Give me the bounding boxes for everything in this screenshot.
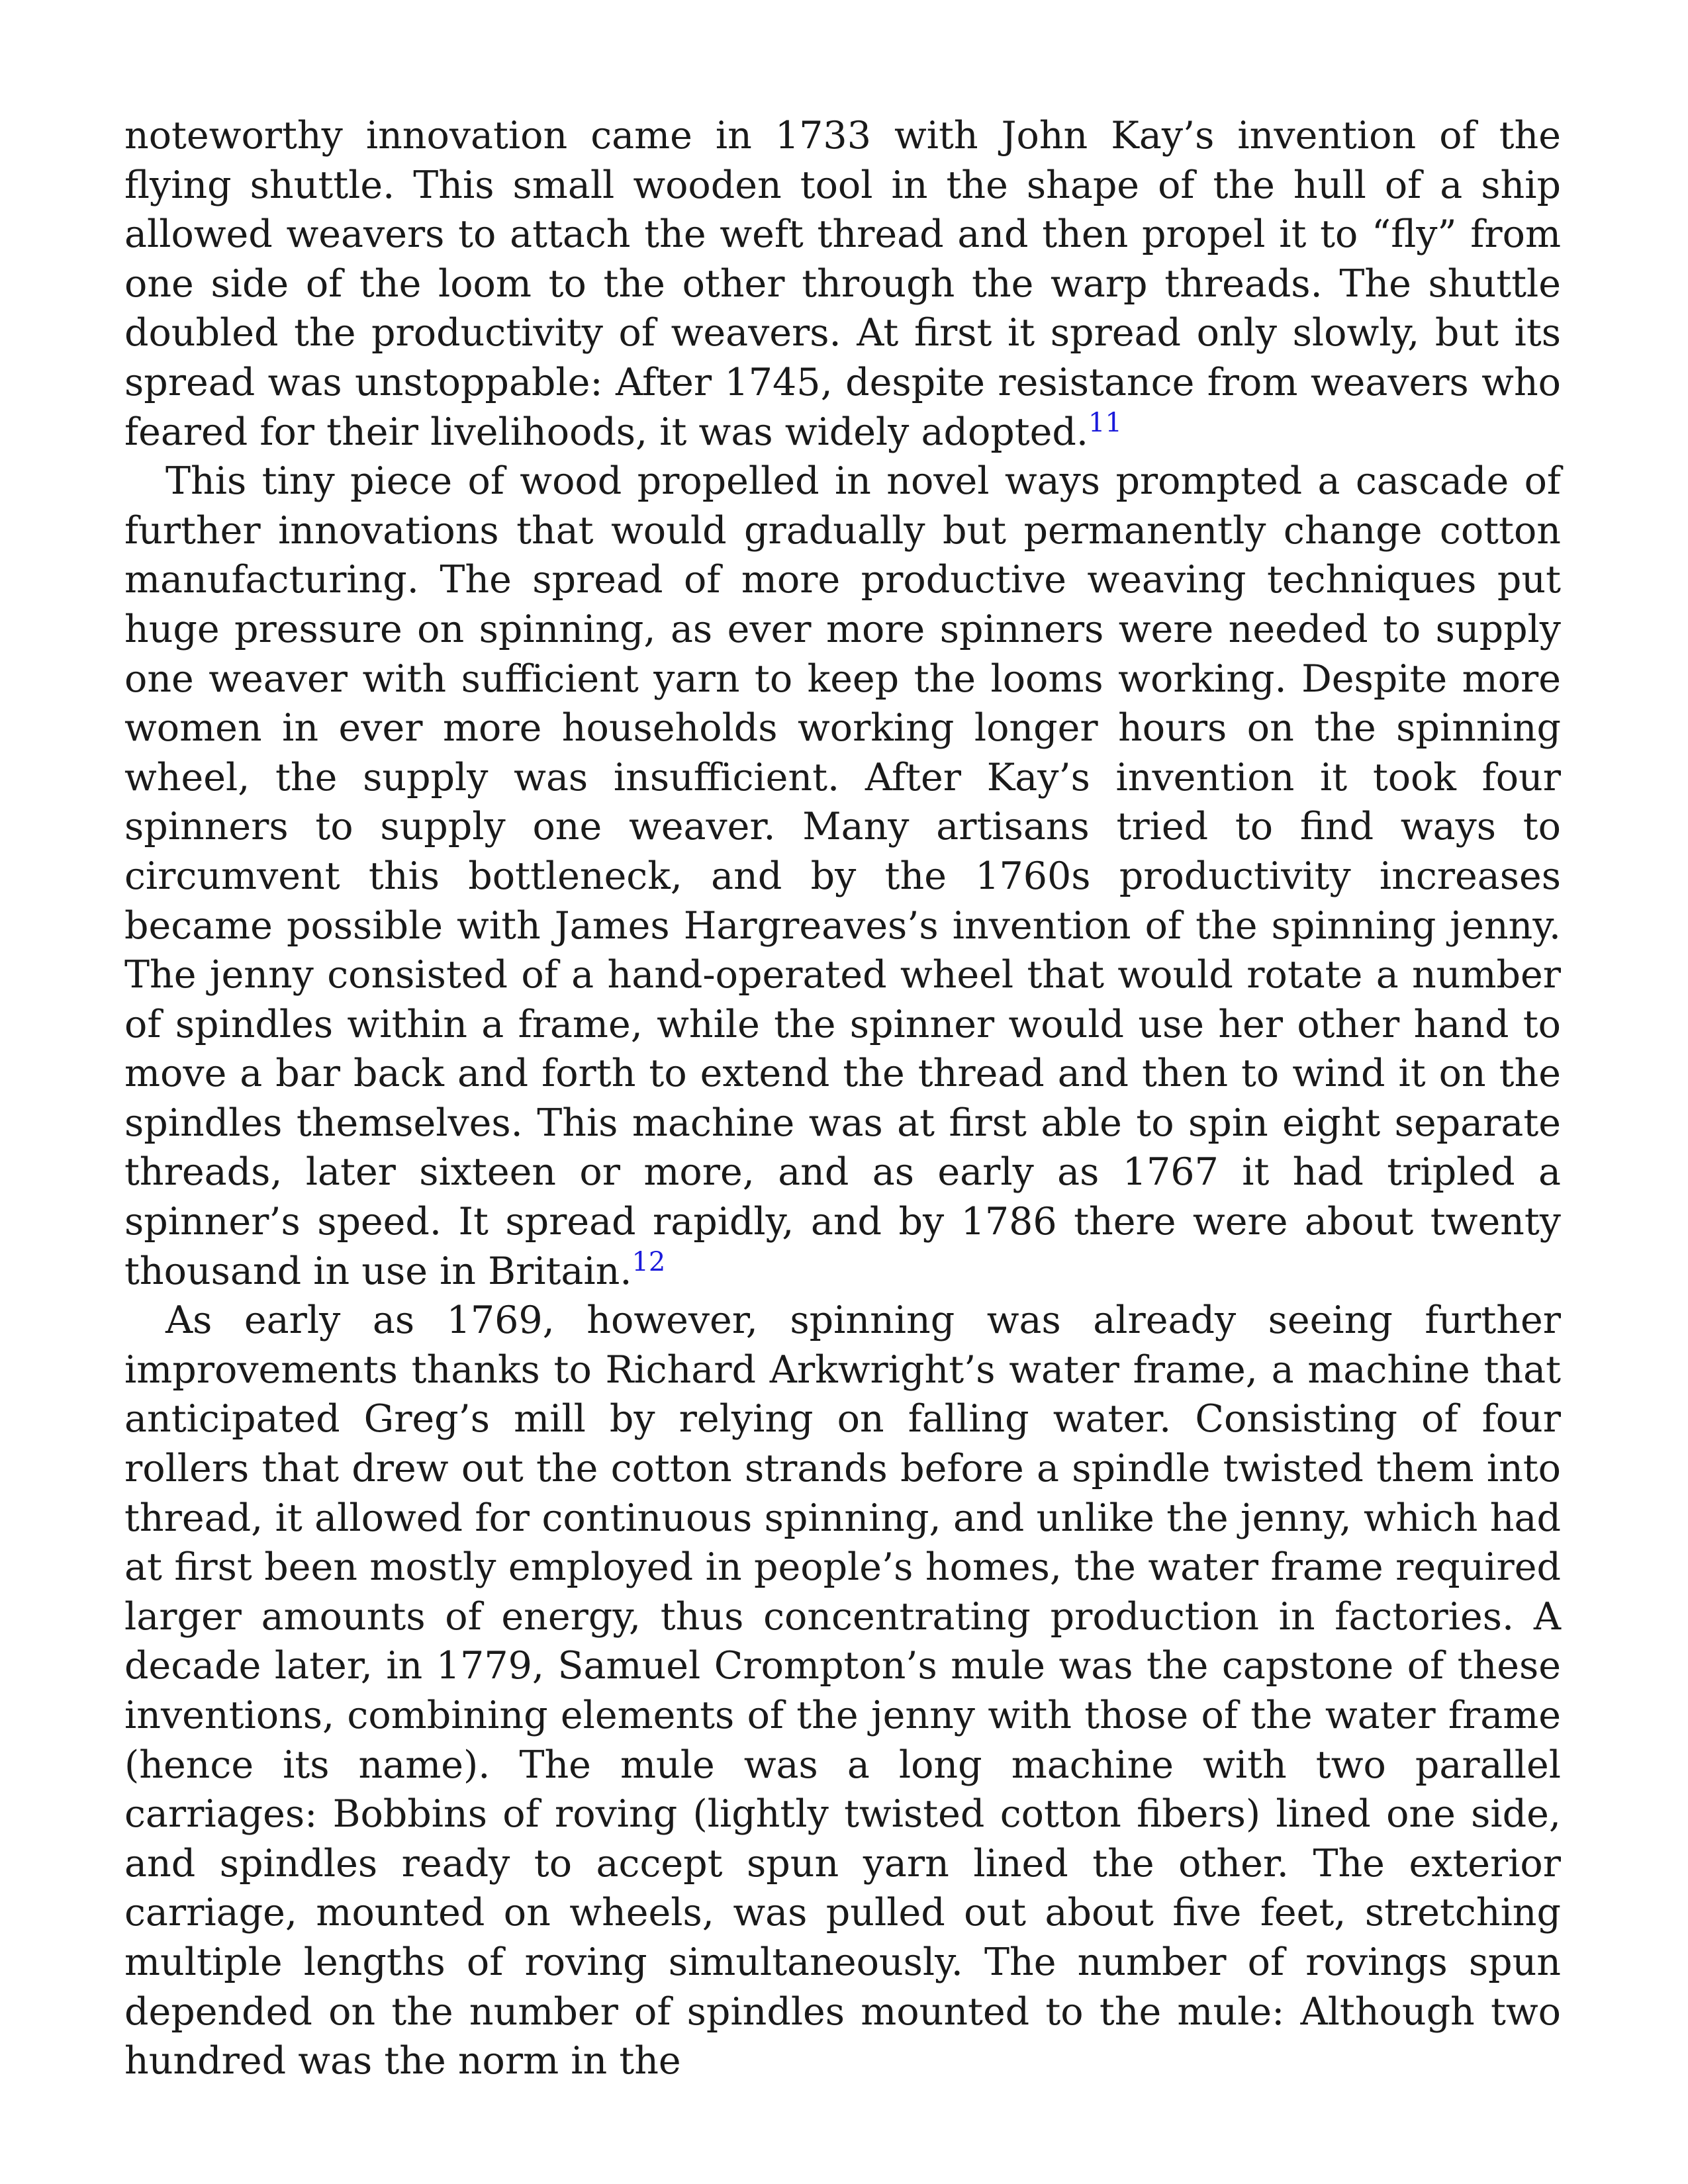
footnote-link-12[interactable]: 12 xyxy=(632,1246,666,1277)
paragraph-spinning-jenny xyxy=(124,457,1561,1296)
paragraph-flying-shuttle xyxy=(124,111,1561,457)
paragraph-text: noteworthy innovation came in 1733 with John Kay’s invention of the flying shuttle. This small wooden tool in the shape of the hull of a ship allowed weavers to attach the weft thread and then propel it to “fly” from one side of the loom to the other through the warp threads. The shuttle doubled the productivity of weavers. At first it spread only slowly, but its spread was unstoppable: After 1745, despite resistance from weavers who feared for their livelihoods, it was widely adopted. xyxy=(124,114,1561,454)
paragraph-text: This tiny piece of wood propelled in novel ways prompted a cascade of further innovations that would gradually but permanently change cotton manufacturing. The spread of more productive weaving techniques put huge pressure on spinning, as ever more spinners were needed to supply one weaver with sufficient yarn to keep the looms working. Despite more women in ever more households working longer hours on the spinning wheel, the supply was insufficient. After Kay’s invention it took four spinners to supply one weaver. Many artisans tried to find ways to circumvent this bottleneck, and by the 1760s productivity increases became possible with James Hargreaves’s invention of the spinning jenny. The jenny consisted of a hand-operated wheel that would rotate a number of spindles within a frame, while the spinner would use her other hand to move a bar back and forth to extend the thread and then to wind it on the spindles themselves. This machine was at first able to spin eight separate threads, later sixteen or more, and as early as 1767 it had tripled a spinner’s speed. It spread rapidly, and by 1786 there were about twenty thousand in use in Britain. xyxy=(124,459,1561,1293)
paragraph-water-frame-mule xyxy=(124,1296,1561,2086)
book-page xyxy=(124,111,1561,2086)
footnote-link-11[interactable]: 11 xyxy=(1088,407,1122,438)
paragraph-text: As early as 1769, however, spinning was already seeing further improvements thanks to Richard Arkwright’s water frame, a machine that anticipated Greg’s mill by relying on falling water. Consisting of four rollers that drew out the cotton strands before a spindle twisted them into thread, it allowed for continuous spinning, and unlike the jenny, which had at first been mostly employed in people’s homes, the water frame required larger amounts of energy, thus concentrating production in factories. A decade later, in 1779, Samuel Crompton’s mule was the capstone of these inventions, combining elements of the jenny with those of the water frame (hence its name). The mule was a long machine with two parallel carriages: Bobbins of roving (lightly twisted cotton fibers) lined one side, and spindles ready to accept spun yarn lined the other. The exterior carriage, mounted on wheels, was pulled out about five feet, stretching multiple lengths of roving simultaneously. The number of rovings spun depended on the number of spindles mounted to the mule: Although two hundred was the norm in the xyxy=(124,1298,1561,2083)
